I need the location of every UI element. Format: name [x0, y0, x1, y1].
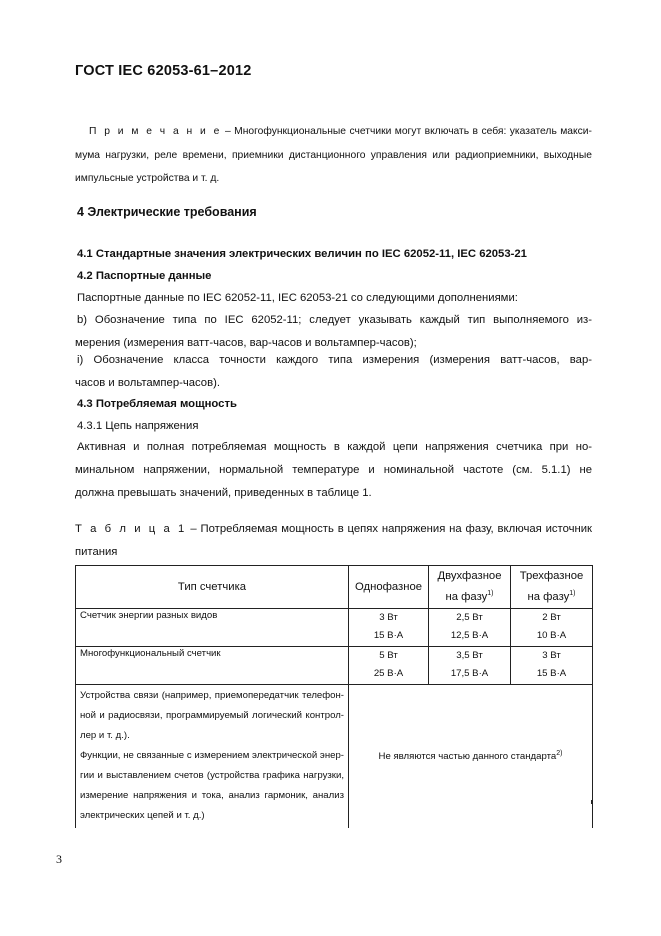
note-line-1: П р и м е ч а н и е – Многофункциональные счетчики могут включать в себя: указатель макси-: [89, 126, 592, 137]
table-row-last: [76, 685, 593, 829]
merged-not-in-standard-cell: Не являются частью данного стандарта$^{2)}$: [349, 685, 593, 829]
section-4-3-title: 4.3 Потребляемая мощность: [77, 398, 237, 410]
header-meter-type: Тип счетчика: [76, 566, 349, 609]
table-caption-line-2: питания: [75, 546, 118, 558]
header-two-phase: Двухфазное на фазу$^{1)}$: [429, 566, 511, 609]
section-4-3-1-paragraph: [75, 436, 592, 505]
table-continuation-divider: [348, 800, 349, 804]
note-line-3: импульсные устройства и т. д.: [75, 173, 220, 184]
section-4-2-title: 4.2 Паспортные данные: [77, 270, 212, 282]
document-code: ГОСТ IEC 62053-61–2012: [75, 63, 252, 79]
section-4-1-title: 4.1 Стандартные значения электрических величин по IEC 62052-11, IEC 62053-21: [77, 248, 527, 260]
section-4-title: 4 Электрические требования: [77, 205, 257, 219]
table-continuation: [75, 800, 592, 804]
item-i-line-1: i) Обозначение класса точности каждого типа измерения (измерения ватт-часов, вар-: [77, 354, 592, 366]
item-b-line-1: b) Обозначение типа по IEC 62052-11; следует указывать каждый тип выполняемого из-: [77, 314, 592, 326]
para-line-3: должна превышать значений, приведенных в таблице 1.: [75, 487, 372, 499]
table-1: [75, 565, 593, 828]
row-name: Многофункциональный счетчик: [76, 647, 349, 685]
cell-three: 3 Вт 15 В·А: [511, 647, 593, 685]
table-header-row: [76, 566, 593, 609]
footnote-mark: 2): [556, 749, 563, 757]
cell-single: 5 Вт 25 В·А: [349, 647, 429, 685]
cell-three: 2 Вт 10 В·А: [511, 609, 593, 647]
section-4-2-intro: Паспортные данные по IEC 62052-11, IEC 62053-21 со следующими дополнениями:: [77, 292, 518, 304]
note-paragraph: [75, 120, 592, 191]
para-line-1: Активная и полная потребляемая мощность в каждой цепи напряжения счетчика при но-: [77, 441, 592, 453]
table-row: [76, 609, 593, 647]
header-single-phase: Однофазное: [349, 566, 429, 609]
item-b-line-2: мерения (измерения ватт-часов, вар-часов и вольтампер-часов);: [75, 337, 417, 349]
footnote-mark: 1): [569, 590, 576, 598]
table-caption-line-1: Т а б л и ц а 1 – Потребляемая мощность в цепях напряжения на фазу, включая источник: [75, 523, 592, 535]
cell-two: 3,5 Вт 17,5 В·А: [429, 647, 511, 685]
para-line-2: минальном напряжении, нормальной температуре и номинальной частоте (см. 5.1.1) не: [75, 464, 592, 476]
footnote-mark: 1): [487, 590, 494, 598]
table-caption: [75, 518, 592, 564]
item-i-line-2: часов и вольтампер-часов).: [75, 377, 220, 389]
table-row: [76, 647, 593, 685]
table-caption-label: Т а б л и ц а 1: [75, 523, 187, 535]
header-three-phase: Трехфазное на фазу$^{1)}$: [511, 566, 593, 609]
cell-single: 3 Вт 15 В·А: [349, 609, 429, 647]
page-number: 3: [56, 852, 62, 866]
note-line-2: мума нагрузки, реле времени, приемники дистанционного управления или радиоприемники, выходные: [75, 149, 592, 161]
item-i-paragraph: [75, 349, 592, 395]
cell-two: 2,5 Вт 12,5 В·А: [429, 609, 511, 647]
section-4-3-1-title: 4.3.1 Цепь напряжения: [77, 420, 199, 432]
note-label: П р и м е ч а н и е: [89, 126, 222, 137]
communication-functions-cell: Устройства связи (например, приемопередатчик телефон- ной и радиосвязи, программируемый логический контрол- лер и т. д.). Функции, не связанные с измерением электрической энер- гии и выставлением счетов (устройства графика нагрузки, измерение напряжения и тока, анализ гармоник, анализ электрических цепей и т. д.): [76, 685, 349, 829]
row-name: Счетчик энергии разных видов: [76, 609, 349, 647]
